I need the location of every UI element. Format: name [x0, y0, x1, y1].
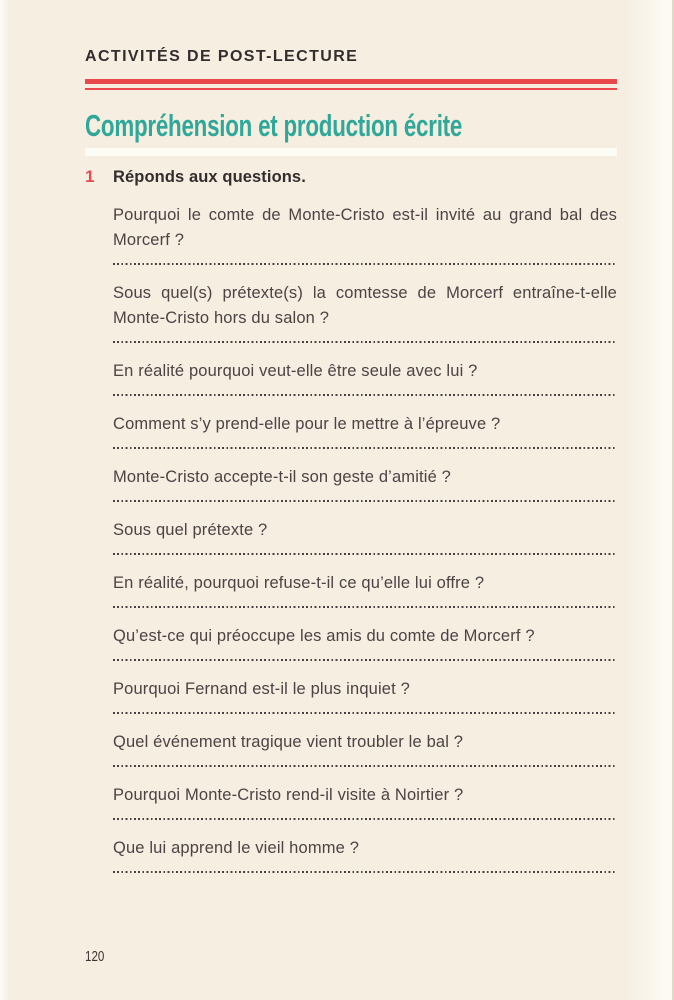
page-number: 120: [85, 949, 105, 965]
question-block: [113, 203, 617, 265]
question-block: [113, 571, 617, 608]
answer-dotted-line: [113, 605, 617, 608]
answer-dotted-line: [113, 764, 617, 767]
answer-dotted-line: [113, 711, 617, 714]
answer-dotted-line: [113, 499, 617, 502]
exercise-heading: [85, 167, 617, 187]
answer-dotted-line: [113, 446, 617, 449]
header-rule-thin: [85, 88, 617, 90]
question-text: En réalité pourquoi veut-elle être seule avec lui ?: [113, 362, 478, 380]
page-edge-left-shading: [0, 0, 10, 1000]
question-block: [113, 730, 617, 767]
question-text: Comment s’y prend-elle pour le mettre à l’épreuve ?: [113, 415, 501, 433]
answer-dotted-line: [113, 658, 617, 661]
question-text: Qu’est-ce qui préoccupe les amis du comte de Morcerf ?: [113, 627, 535, 645]
answer-dotted-line: [113, 870, 617, 873]
exercise-instruction: Réponds aux questions.: [113, 168, 306, 186]
question-block: [113, 412, 617, 449]
question-block: [113, 518, 617, 555]
question-block: [113, 783, 617, 820]
question-text: Pourquoi Monte-Cristo rend-il visite à Noirtier ?: [113, 786, 464, 804]
answer-dotted-line: [113, 552, 617, 555]
exercise-number: 1: [85, 167, 95, 186]
section-title: Compréhension et production écrite: [85, 108, 463, 143]
question-text: Sous quel prétexte ?: [113, 521, 268, 539]
question-text: Sous quel(s) prétexte(s) la comtesse de Morcerf entraîne-t-elle Monte-Cristo hors du salon ?: [113, 284, 617, 327]
question-block: [113, 281, 617, 343]
question-text: En réalité, pourquoi refuse-t-il ce qu’elle lui offre ?: [113, 574, 485, 592]
question-text: Pourquoi Fernand est-il le plus inquiet ?: [113, 680, 410, 698]
question-text: Quel événement tragique vient troubler le bal ?: [113, 733, 464, 751]
answer-dotted-line: [113, 340, 617, 343]
section-title-strip: [85, 148, 617, 156]
question-block: [113, 677, 617, 714]
question-text: Que lui apprend le vieil homme ?: [113, 839, 360, 857]
answer-dotted-line: [113, 262, 617, 265]
question-block: [113, 359, 617, 396]
question-text: Monte-Cristo accepte-t-il son geste d’amitié ?: [113, 468, 451, 486]
question-text: Pourquoi le comte de Monte-Cristo est-il invité au grand bal des Morcerf ?: [113, 206, 617, 249]
answer-dotted-line: [113, 393, 617, 396]
header-rule-thick: [85, 79, 617, 84]
question-block: [113, 836, 617, 873]
page-edge-right-shading: [626, 0, 674, 1000]
questions-list: [113, 203, 617, 873]
answer-dotted-line: [113, 817, 617, 820]
page-content: [85, 48, 617, 873]
question-block: [113, 465, 617, 502]
question-block: [113, 624, 617, 661]
lesson-header: ACTIVITÉS DE POST-LECTURE: [85, 48, 359, 65]
